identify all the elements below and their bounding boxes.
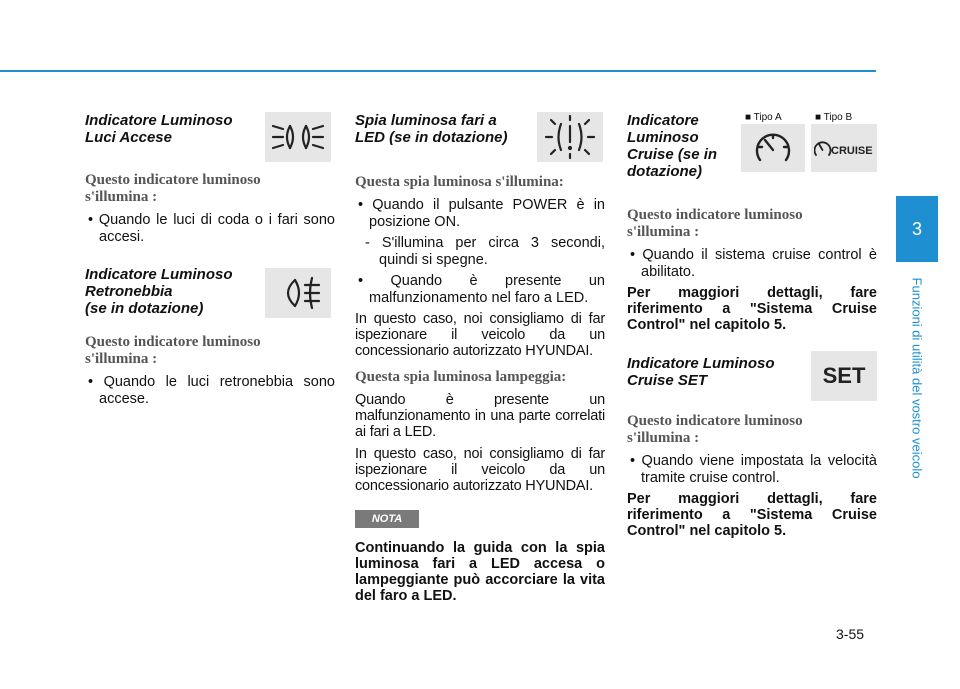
cruise-set-icon [811,351,877,401]
section-title-cruise: Indicatore Luminoso Cruise (se in dotazione) [627,112,718,180]
bullet: • Quando le luci retronebbia sono accese. [88,374,335,407]
section-title-cruise-set: Indicatore Luminoso Cruise SET [627,355,775,389]
chapter-title: Funzioni di utilità del vostro veicolo [909,277,925,479]
reference-paragraph: Per maggiori dettagli, fare riferimento a "Sistema Cruise Control" nel capitolo 5. [627,491,877,539]
led-headlamp-warning-icon [537,112,603,162]
section-title-led: Spia luminosa fari a LED (se in dotazione) [355,112,508,146]
bullet: • Quando le luci di coda o i fari sono accesi. [88,212,335,245]
cruise-type-b-icon [811,124,877,172]
chapter-tab: 3 [896,196,938,262]
bullet: • Quando viene impostata la velocità tramite cruise control. [630,453,877,486]
rear-fog-light-icon [265,268,331,318]
column-2 [355,112,605,612]
reference-paragraph: Per maggiori dettagli, fare riferimento a "Sistema Cruise Control" nel capitolo 5. [627,285,877,333]
subtitle: Questa spia luminosa lampeggia: [355,369,567,385]
subtitle: Questo indicatore luminoso s'illumina : [627,207,803,240]
header-rule [0,70,876,72]
bullet: • Quando il sistema cruise control è abilitato. [630,247,877,280]
set-label: SET [822,363,866,388]
cruise-type-a-icon [741,124,805,172]
section-title-retronebbia: Indicatore Luminoso Retronebbia (se in dotazione) [85,266,233,317]
subtitle: Questa spia luminosa s'illumina: [355,174,564,190]
subtitle: Questo indicatore luminoso s'illumina : [627,413,803,446]
subtitle: Questo indicatore luminoso s'illumina : [85,172,261,205]
bullet: • Quando è presente un malfunzionamento nel faro a LED. [358,273,605,306]
paragraph: In questo caso, noi consigliamo di far ispezionare il veicolo da un concessionario autorizzato HYUNDAI. [355,446,605,494]
section-title-luci-accese: Indicatore Luminoso Luci Accese [85,112,233,146]
nota-badge: NOTA [355,510,419,528]
column-1 [85,112,335,412]
dash-item: - S'illumina per circa 3 secondi, quindi si spegne. [365,235,605,268]
cruise-label: CRUISE [831,145,873,157]
subtitle: Questo indicatore luminoso s'illumina : [85,334,261,367]
headlight-indicator-icon [265,112,331,162]
tipo-a-label: ■ Tipo A [745,112,782,123]
paragraph: In questo caso, noi consigliamo di far ispezionare il veicolo da un concessionario autorizzato HYUNDAI. [355,311,605,359]
bullet: • Quando il pulsante POWER è in posizione ON. [358,197,605,230]
paragraph: Quando è presente un malfunzionamento in una parte correlati ai fari a LED. [355,392,605,440]
page-number: 3-55 [836,626,865,642]
nota-text: Continuando la guida con la spia luminosa fari a LED accesa o lampeggiante può accorciare la vita del faro a LED. [355,540,605,604]
column-3 [627,112,877,547]
tipo-b-label: ■ Tipo B [815,112,853,123]
